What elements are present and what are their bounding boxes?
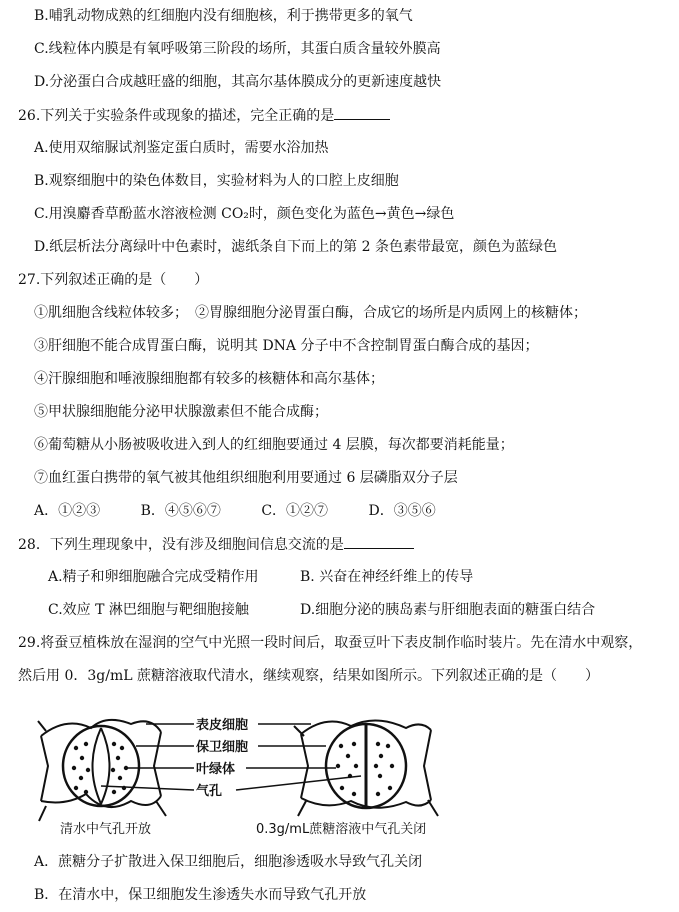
q28-answer-blank xyxy=(344,534,414,549)
q27-statement-5: ⑤甲状腺细胞能分泌甲状腺激素但不能合成酶； xyxy=(34,404,328,420)
q27-choice-a: A．①②③ xyxy=(34,503,101,519)
q26-stem-text: 26.下列关于实验条件或现象的描述，完全正确的是 xyxy=(18,108,335,124)
q29-option-a: A．蔗糖分子扩散进入保卫细胞后，细胞渗透吸水导致气孔关闭 xyxy=(34,854,423,870)
q27-choices xyxy=(34,501,472,521)
q26-option-d: D.纸层析法分离绿叶中色素时，滤纸条自下而上的第 2 条色素带最宽，颜色为蓝绿色 xyxy=(34,239,557,255)
label-guard-cell: 保卫细胞 xyxy=(196,740,249,755)
q25-option-c: C.线粒体内膜是有氧呼吸第三阶段的场所，其蛋白质含量较外膜高 xyxy=(34,41,441,57)
open-stoma-drawing xyxy=(38,720,166,821)
q29-option-b: B．在清水中，保卫细胞发生渗透失水而导致气孔开放 xyxy=(34,887,367,903)
q27-choice-d: D．③⑤⑥ xyxy=(368,503,436,519)
label-epidermal-cell: 表皮细胞 xyxy=(196,718,249,733)
q28-stem xyxy=(18,534,414,555)
q27-statement-1-2: ①肌细胞含线粒体较多； ②胃腺细胞分泌胃蛋白酶，合成它的场所是内质网上的核糖体； xyxy=(34,305,587,321)
q29-stem-line-2: 然后用 0．3g/mL 蔗糖溶液取代清水，继续观察，结果如图所示。下列叙述正确的是（ ） xyxy=(18,668,599,684)
q27-choice-b: B．④⑤⑥⑦ xyxy=(140,503,221,519)
q27-statement-6: ⑥葡萄糖从小肠被吸收进入到人的红细胞要通过 4 层膜，每次都要消耗能量； xyxy=(34,437,514,453)
q27-statement-4: ④汗腺细胞和唾液腺细胞都有较多的核糖体和高尔基体； xyxy=(34,371,384,387)
q27-statement-7: ⑦血红蛋白携带的氧气被其他组织细胞利用要通过 6 层磷脂双分子层 xyxy=(34,470,458,486)
q26-option-c: C.用溴麝香草酚蓝水溶液检测 CO₂时，颜色变化为蓝色→黄色→绿色 xyxy=(34,206,455,222)
q28-option-a: A.精子和卵细胞融合完成受精作用 xyxy=(48,569,259,585)
label-chloroplast: 叶绿体 xyxy=(196,762,236,777)
stomata-diagram xyxy=(36,706,466,836)
label-stoma: 气孔 xyxy=(196,784,223,799)
q28-option-d: D.细胞分泌的胰岛素与肝细胞表面的糖蛋白结合 xyxy=(300,602,596,618)
q26-answer-blank xyxy=(334,105,390,120)
q27-choice-c: C．①②⑦ xyxy=(261,503,329,519)
label-leader-lines xyxy=(101,724,361,790)
q27-stem: 27.下列叙述正确的是（ ） xyxy=(18,272,209,288)
q26-option-b: B.观察细胞中的染色体数目，实验材料为人的口腔上皮细胞 xyxy=(34,173,399,189)
caption-sucrose-closed: 0.3g/mL蔗糖溶液中气孔关闭 xyxy=(256,822,427,837)
q26-option-a: A.使用双缩脲试剂鉴定蛋白质时，需要水浴加热 xyxy=(34,140,329,156)
q29-stem-line-1: 29.将蚕豆植株放在湿润的空气中光照一段时间后，取蚕豆叶下表皮制作临时装片。先在清水中观察， xyxy=(18,635,643,651)
q25-option-b: B.哺乳动物成熟的红细胞内没有细胞核，利于携带更多的氧气 xyxy=(34,8,413,24)
q28-stem-text: 28．下列生理现象中，没有涉及细胞间信息交流的是 xyxy=(18,537,344,553)
q27-statement-3: ③肝细胞不能合成胃蛋白酶，说明其 DNA 分子中不含控制胃蛋白酶合成的基因； xyxy=(34,338,539,354)
q25-option-d: D.分泌蛋白合成越旺盛的细胞，其高尔基体膜成分的更新速度越快 xyxy=(34,74,442,90)
q28-option-c: C.效应 T 淋巴细胞与靶细胞接触 xyxy=(48,602,249,618)
caption-water-open: 清水中气孔开放 xyxy=(60,822,152,837)
stomata-figure xyxy=(36,706,466,836)
q28-option-b: B. 兴奋在神经纤维上的传导 xyxy=(300,569,474,585)
q26-stem xyxy=(18,105,390,126)
